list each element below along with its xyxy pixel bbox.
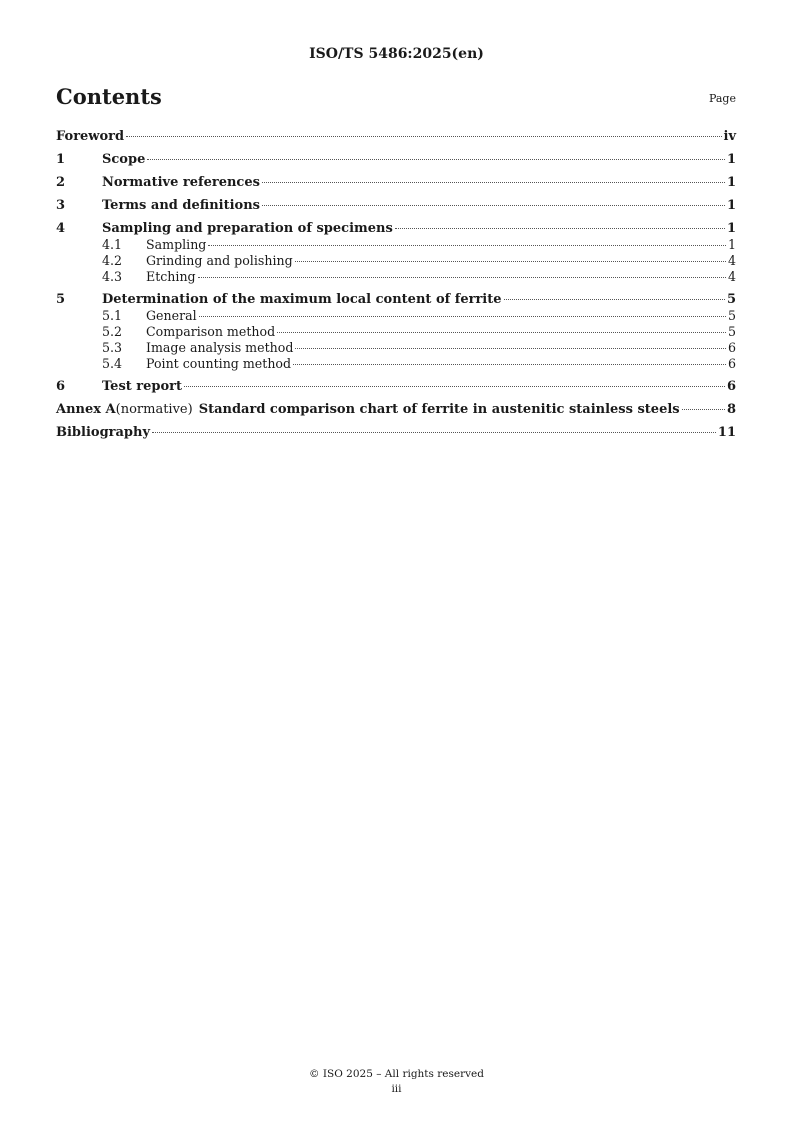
dot-leader: [184, 386, 725, 387]
toc-page: 4: [727, 269, 736, 284]
toc-page: 5: [726, 292, 736, 307]
toc-page: iv: [723, 129, 736, 144]
toc-number: 6: [56, 379, 66, 394]
toc-number: 4: [56, 221, 66, 236]
toc-title: Terms and definitions: [102, 198, 260, 213]
toc-number: 2: [56, 175, 66, 190]
toc-page: 1: [726, 152, 736, 167]
toc-page: 4: [727, 253, 736, 268]
toc-page: 1: [726, 175, 736, 190]
toc-title: General: [146, 308, 197, 323]
toc-page: 6: [726, 379, 736, 394]
toc-number: 4.3: [102, 269, 123, 284]
toc-entry-annex-a[interactable]: [56, 402, 736, 418]
toc-number: 4.1: [102, 237, 123, 252]
toc-number: 3: [56, 198, 66, 213]
toc-annex-qualifier: (normative): [115, 402, 193, 417]
dot-leader: [277, 332, 726, 333]
toc-page: 8: [726, 402, 736, 417]
page-number: iii: [391, 1083, 402, 1095]
toc-entry-etching[interactable]: [56, 269, 736, 285]
dot-leader: [293, 364, 726, 365]
toc-title: Etching: [146, 269, 196, 284]
toc-entry-image-analysis-method[interactable]: [56, 340, 736, 356]
toc-number: 5.1: [102, 308, 123, 323]
dot-leader: [147, 159, 725, 160]
toc-title: Scope: [102, 152, 146, 167]
toc-page: 1: [726, 198, 736, 213]
toc-annex-label: Annex A: [56, 402, 116, 417]
toc-title: Standard comparison chart of ferrite in austenitic stainless steels: [198, 402, 680, 417]
toc-title: Bibliography: [56, 425, 151, 440]
toc-title: Foreword: [56, 129, 125, 144]
contents-title: Contents: [56, 84, 162, 109]
toc-page: 6: [727, 340, 736, 355]
toc-page: 6: [727, 356, 736, 371]
toc-entry-foreword[interactable]: [56, 129, 736, 145]
dot-leader: [198, 277, 726, 278]
toc-entry-grinding-and-polishing[interactable]: [56, 253, 736, 269]
dot-leader: [295, 261, 726, 262]
dot-leader: [208, 245, 726, 246]
toc-page: 1: [727, 237, 736, 252]
page-column-label: Page: [708, 92, 736, 105]
toc-entry-bibliography[interactable]: [56, 425, 736, 441]
toc-title: Image analysis method: [146, 340, 294, 355]
copyright-notice: © ISO 2025 – All rights reserved: [309, 1068, 484, 1080]
dot-leader: [126, 136, 721, 137]
toc-entry-sampling[interactable]: [56, 237, 736, 253]
page-footer: [0, 1067, 793, 1097]
toc-title: Grinding and polishing: [146, 253, 293, 268]
toc-number: 5.4: [102, 356, 123, 371]
toc-page: 5: [727, 308, 736, 323]
toc-entry-test-report[interactable]: [56, 379, 736, 395]
toc-title: Test report: [102, 379, 183, 394]
toc-page: 11: [717, 425, 736, 440]
toc-title: Sampling and preparation of specimens: [102, 221, 393, 236]
toc-entry-general[interactable]: [56, 308, 736, 324]
table-of-contents: [56, 129, 736, 441]
toc-entry-terms-and-definitions[interactable]: [56, 198, 736, 214]
toc-entry-scope[interactable]: [56, 152, 736, 168]
toc-entry-determination-of-ferrite[interactable]: [56, 292, 736, 308]
toc-page: 5: [727, 324, 736, 339]
toc-number: 5.2: [102, 324, 123, 339]
dot-leader: [504, 299, 725, 300]
dot-leader: [262, 205, 725, 206]
toc-number: 5: [56, 292, 66, 307]
dot-leader: [682, 409, 725, 410]
toc-entry-point-counting-method[interactable]: [56, 356, 736, 372]
toc-entry-sampling-and-preparation[interactable]: [56, 221, 736, 237]
toc-title: Sampling: [146, 237, 207, 252]
toc-page: 1: [726, 221, 736, 236]
toc-title: Point counting method: [146, 356, 292, 371]
dot-leader: [199, 316, 726, 317]
toc-title: Normative references: [102, 175, 260, 190]
toc-entry-comparison-method[interactable]: [56, 324, 736, 340]
toc-number: 4.2: [102, 253, 123, 268]
document-id-header: ISO/TS 5486:2025(en): [309, 46, 484, 62]
toc-number: 5.3: [102, 340, 123, 355]
toc-number: 1: [56, 152, 66, 167]
dot-leader: [152, 432, 716, 433]
dot-leader: [295, 348, 726, 349]
toc-title: Comparison method: [146, 324, 276, 339]
dot-leader: [262, 182, 725, 183]
toc-entry-normative-references[interactable]: [56, 175, 736, 191]
dot-leader: [395, 228, 725, 229]
toc-title: Determination of the maximum local content of ferrite: [102, 292, 502, 307]
